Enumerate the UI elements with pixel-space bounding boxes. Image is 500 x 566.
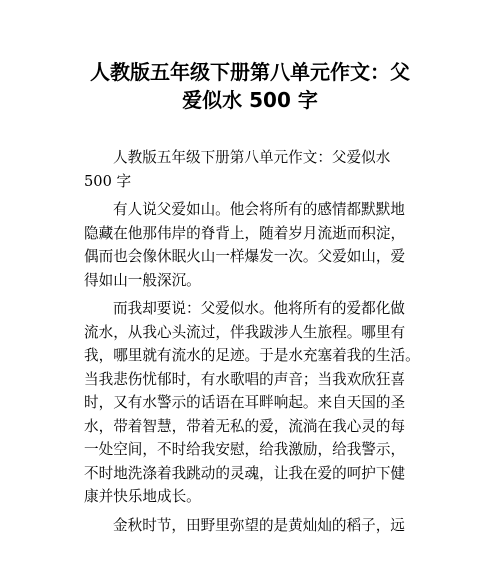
body-line: 水，带着智慧，带着无私的爱，流淌在我心灵的每 [84, 417, 406, 435]
body-line: 时，又有水警示的话语在耳畔响起。来自天国的圣 [84, 394, 406, 411]
body-line: 一处空间，不时给我安慰，给我激励，给我警示， [84, 441, 406, 458]
body-line: 流水，从我心头流过，伴我跋涉人生旅程。哪里有 [84, 323, 406, 341]
body-line: 康并快乐地成长。 [84, 488, 201, 505]
body-line: 而我却要说：父爱似水。他将所有的爱都化做 [113, 300, 405, 317]
body-line: 隐藏在他那伟岸的脊背上，随着岁月流逝而积淀， [84, 224, 406, 242]
title-line: 人教版五年级下册第八单元作文：父 [90, 60, 410, 84]
body-line: 人教版五年级下册第八单元作文：父爱似水 [113, 149, 391, 166]
body-line: 不时地洗涤着我跳动的灵魂，让我在爱的呵护下健 [84, 464, 406, 482]
body-line: 得如山一般深沉。 [84, 271, 201, 289]
title-line: 爱似水 500 字 [182, 88, 318, 112]
body-line: 当我悲伤忧郁时，有水歌唱的声音；当我欢欣狂喜 [84, 370, 406, 388]
document-title [40, 58, 460, 114]
body-line: 有人说父爱如山。他会将所有的感情都默默地 [113, 201, 405, 218]
document-body [84, 146, 424, 537]
body-line: 500 字 [84, 172, 132, 190]
body-line: 金秋时节，田野里弥望的是黄灿灿的稻子，远 [113, 516, 405, 534]
body-line: 我，哪里就有流水的足迹。于是水充塞着我的生活。 [84, 347, 420, 364]
body-line: 偶而也会像休眠火山一样爆发一次。父爱如山，爱 [84, 248, 406, 265]
